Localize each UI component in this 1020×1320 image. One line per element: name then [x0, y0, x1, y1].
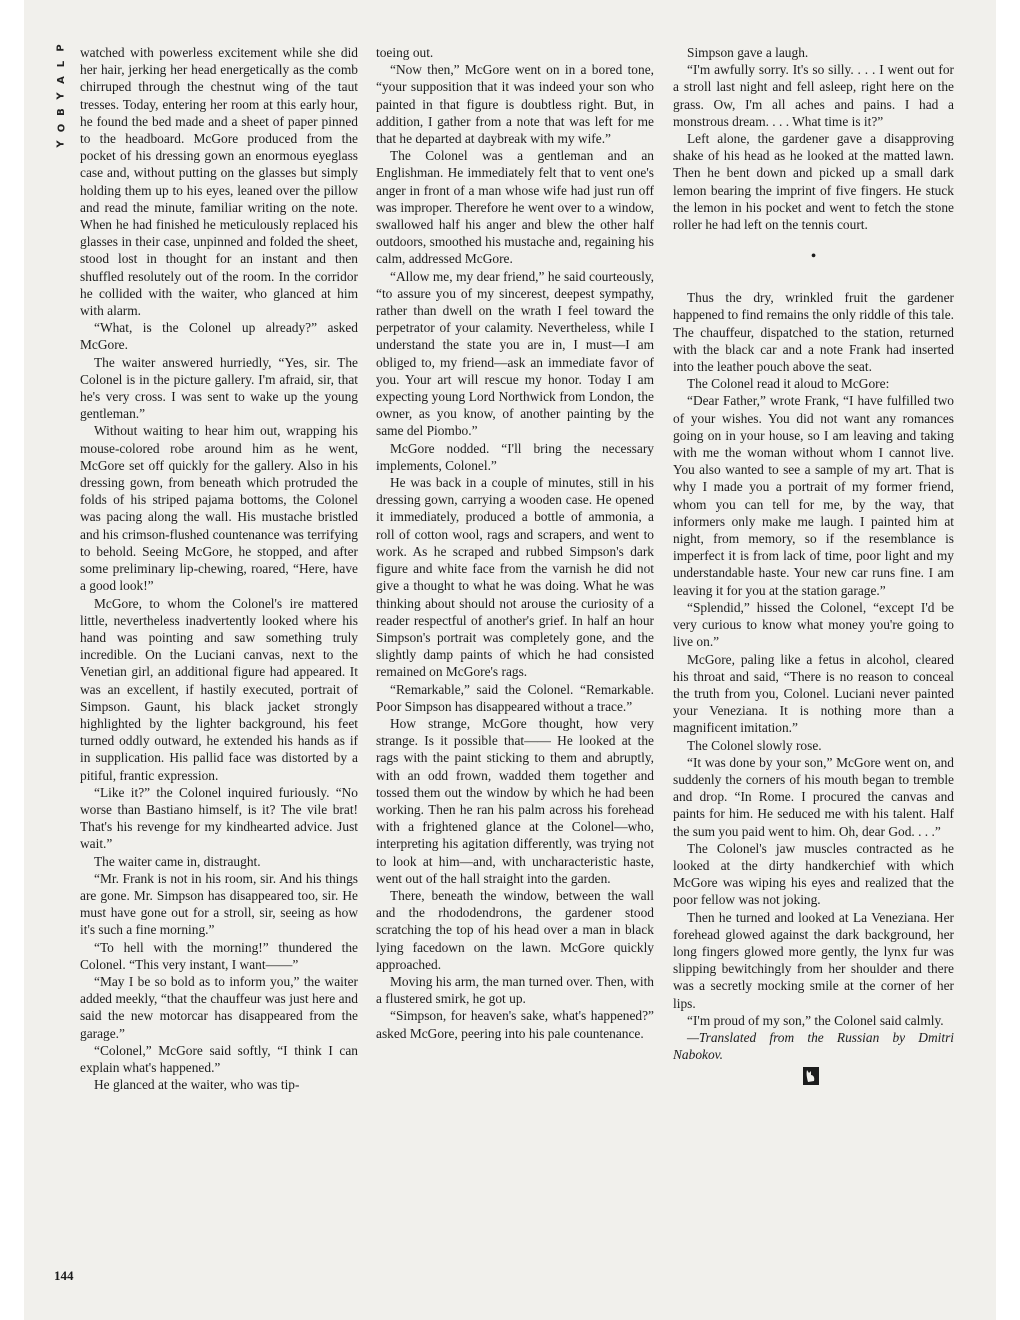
paragraph: “I'm proud of my son,” the Colonel said calmly. — [687, 1012, 944, 1028]
masthead-letter: Y — [56, 140, 67, 148]
paragraph: The Colonel's jaw muscles contracted as he looked at the dirty handkerchief with which McGore was wiping his eyes and realized that the poor fellow was not joking. — [673, 840, 954, 908]
paragraph: The waiter came in, distraught. — [94, 853, 261, 869]
translator-credit: —Translated from the Russian by Dmitri Nabokov. — [673, 1029, 954, 1063]
column-3-top — [673, 44, 954, 233]
masthead-letter: O — [55, 123, 67, 133]
playboy-masthead — [52, 40, 72, 152]
section-divider: • — [810, 248, 817, 266]
paragraph: toeing out. — [376, 45, 434, 60]
paragraph: McGore, to whom the Colonel's ire mattered little, nevertheless inadvertently looked where his hand was pointing and saw something truly incredible. On the Luciani canvas, next to the Venetian girl, an additional figure had appeared. It was an excellent, if hastily executed, portrait of Simpson. Gaunt, his black jacket strongly highlighted by the lighter background, his feet turned oddly outward, he extended his hands as if in supplication. His pallid face was distorted by a pitiful, frantic expression. — [80, 595, 358, 783]
paragraph: watched with powerless excitement while she did her hair, jerking her head energetically as the comb chirruped through the chestnut wing of the taut tresses. Today, entering her room at this early hour, he found the bed made and a sheet of paper pinned to the headboard. McGore produced from the pocket of his dressing gown an enormous eyeglass case and, without putting on the glasses but simply holding them up to his eyes, leaned over the pillow and read the minute, familiar writing on the note. When he had finished he meticulously replaced his glasses in their case, unpinned and folded the sheet, stood lost in thought for an instant and then shuffled resolutely out of the room. In the corridor he collided with the waiter, who glanced at him with alarm. — [80, 45, 358, 319]
masthead-letter: A — [56, 76, 67, 84]
paragraph: “Simpson, for heaven's sake, what's happened?” asked McGore, peering into his pale countenance. — [376, 1008, 654, 1041]
paragraph: How strange, McGore thought, how very strange. Is it possible that—— He looked at the rags with the paint sticking to them and abruptly, with an odd frown, wadded them together and tossed them out the window by which he had been working. Then he ran his palm across his forehead with a frightened glance at the Colonel—who, interpreting his agitation differently, was trying not to look at him—and, with uncharacteristic haste, went out of the hall straight into the garden. — [376, 715, 654, 886]
column-3 — [673, 44, 954, 1085]
page-number: 144 — [54, 1268, 74, 1283]
paragraph: Left alone, the gardener gave a disapproving shake of his head as he looked at the matted lawn. Then he bent down and picked up a small dark lemon bearing the imprint of five fingers. He stuck the lemon in his pocket and went to fetch the stone roller he had left on the tennis court. — [673, 131, 954, 233]
paragraph: “Mr. Frank is not in his room, sir. And his things are gone. Mr. Simpson has disappeared too, sir. He must have gone out for a stroll, sir, seeing as how it's such a fine morning.” — [80, 870, 358, 938]
paragraph: “I'm awfully sorry. It's so silly. . . . I went out for a stroll last night and fell asleep, right here on the grass. Ow, I'm all aches and pains. I had a monstrous dream. . . . What time is it?” — [673, 62, 954, 129]
paragraph: “Now then,” McGore went on in a bored tone, “your supposition that it was indeed your son who painted in that figure is doubtless right. But, in addition, I gather from a note that was left for me that he departed at daybreak with my wife.” — [376, 62, 654, 147]
paragraph: “It was done by your son,” McGore went on, and suddenly the corners of his mouth began to tremble and drop. “In Rome. I procured the canvas and paints for him. He seduced me with his talent. Half the sum you paid went to him. Oh, dear God. . . .” — [673, 754, 954, 839]
masthead-letter: B — [56, 108, 67, 116]
paragraph: “Like it?” the Colonel inquired furiously. “No worse than Bastiano himself, is it? The vile brat! That's his revenge for my kindhearted advice. Just wait.” — [80, 784, 358, 852]
rabbit-head-icon — [803, 1067, 819, 1085]
paragraph: He glanced at the waiter, who was tip- — [94, 1077, 300, 1093]
paragraph: Then he turned and looked at La Veneziana. Her forehead glowed against the dark background, her long fingers glowed more gently, the lynx fur was slipping bewitchingly from her shoulder and there was a secretly mocking smile at the corner of her lips. — [673, 909, 954, 1011]
column-3-bottom — [673, 289, 954, 1029]
paragraph: The Colonel was a gentleman and an Englishman. He immediately felt that to vent one's anger in front of a man whose wife had just run off was improper. Therefore he went over to a window, swallowed half his anger and blew the other half outdoors, smoothed his mustache and, regaining his calm, addressed McGore. — [376, 148, 654, 267]
paragraph: There, beneath the window, between the wall and the rhododendrons, the gardener stood scratching the top of his head over a man in black lying facedown on the lawn. McGore quickly approached. — [376, 887, 654, 972]
masthead-letter: L — [56, 60, 67, 68]
masthead-letter: Y — [56, 92, 67, 100]
column-1 — [80, 44, 358, 1093]
paragraph: “Colonel,” McGore said softly, “I think I can explain what's happened.” — [80, 1042, 358, 1075]
magazine-page — [24, 0, 996, 1320]
column-2 — [376, 44, 654, 1042]
paragraph: “Dear Father,” wrote Frank, “I have fulfilled two of your wishes. You did not want any romances going on in your house, so I am leaving and taking with me the woman without whom I cannot live. You also wanted to see a sample of my art. That is why I made you a portrait of my former friend, whom you can tell for me, by the way, that informers only make me laugh. I painted him at night, from memory, so if the resemblance is imperfect it is from lack of time, poor light and my understandable haste. Your new car runs fine. I am leaving it for you at the station garage.” — [673, 393, 954, 598]
paragraph: “Splendid,” hissed the Colonel, “except I'd be very curious to know what money you're going to live on.” — [673, 599, 954, 650]
paragraph: Thus the dry, wrinkled fruit the gardener happened to find remains the only riddle of this tale. The chauffeur, dispatched to the station, returned with the black car and a note Frank had inserted into the leather pouch above the seat. — [673, 290, 954, 375]
paragraph: The waiter answered hurriedly, “Yes, sir. The Colonel is in the picture gallery. I'm afraid, sir, that he's very cross. I was sent to wake up the young gentleman.” — [80, 354, 358, 422]
paragraph: Moving his arm, the man turned over. Then, with a flustered smirk, he got up. — [376, 973, 654, 1007]
paragraph: The Colonel slowly rose. — [687, 737, 822, 753]
paragraph: “Remarkable,” said the Colonel. “Remarkable. Poor Simpson has disappeared without a trace.” — [376, 681, 654, 714]
paragraph: McGore nodded. “I'll bring the necessary implements, Colonel.” — [376, 440, 654, 473]
masthead-letter: P — [56, 44, 67, 52]
paragraph: He was back in a couple of minutes, still in his dressing gown, carrying a wooden case. He opened it immediately, produced a bottle of ammonia, a roll of cotton wool, rags and scrapers, and went to work. As he scraped and rubbed Simpson's dark figure and white face from the varnish he did not give a thought to what he was doing. What he was thinking about should not arouse the curiosity of a reader respectful of another's grief. In half an hour Simpson's portrait was completely gone, and the slightly damp paints of which he had consisted remained on McGore's rags. — [376, 475, 654, 680]
paragraph: “May I be so bold as to inform you,” the waiter added meekly, “that the chauffeur was just here and said the new motorcar has disappeared from the garage.” — [80, 973, 358, 1041]
paragraph: The Colonel read it aloud to McGore: — [687, 376, 890, 392]
paragraph: McGore, paling like a fetus in alcohol, cleared his throat and said, “There is no reason to conceal the truth from you, Colonel. Luciani never painted your Veneziana. It is nothing more than a magnificent imitation.” — [673, 651, 954, 736]
paragraph: “To hell with the morning!” thundered the Colonel. “This very instant, I want——” — [80, 939, 358, 972]
paragraph: “What, is the Colonel up already?” asked McGore. — [80, 320, 358, 353]
paragraph: Simpson gave a laugh. — [687, 45, 809, 60]
paragraph: “Allow me, my dear friend,” he said courteously, “to assure you of my sincerest, deepest sympathy, rather than dwell on the wrath I feel toward the perpetrator of your calamity. Nevertheless, while I understand the state you are in, I must—I am obliged to, my friend—ask an immediate favor of you. Your art will rescue my honor. Today I am expecting young Lord Northwick from London, the owner, as you know, of another painting by the same del Piombo.” — [376, 268, 654, 439]
paragraph: Without waiting to hear him out, wrapping his mouse-colored robe around him as he went, McGore set off quickly for the gallery. Also in his dressing gown, from beneath which protruded the folds of his striped pajama bottoms, the Colonel was pacing along the wall. His mustache bristled and his crimson-flushed countenance was terrifying to behold. Seeing McGore, he stopped, and after some preliminary lip-chewing, roared, “Here, have a good look!” — [80, 423, 358, 594]
